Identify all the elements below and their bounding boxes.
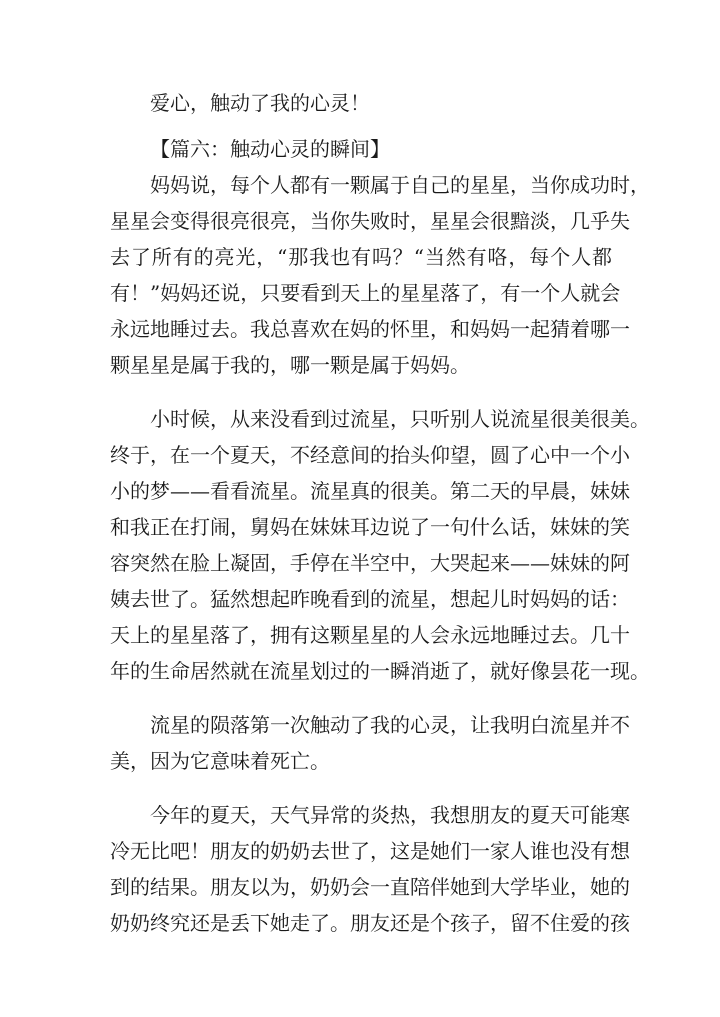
text-line: 爱心，触动了我的心灵！ bbox=[150, 91, 370, 115]
text-line: 流星的陨落第一次触动了我的心灵，让我明白流星并不 bbox=[150, 713, 630, 737]
text-line: 年的生命居然就在流星划过的一瞬消逝了，就好像昙花一现。 bbox=[110, 659, 650, 683]
text-line: 和我正在打闹，舅妈在妹妹耳边说了一句什么话，妹妹的笑 bbox=[110, 515, 630, 539]
text-line: 奶奶终究还是丢下她走了。朋友还是个孩子，留不住爱的孩 bbox=[110, 911, 630, 935]
text-line: 姨去世了。猛然想起昨晚看到的流星，想起儿时妈妈的话： bbox=[110, 587, 630, 611]
text-line: 小时候，从来没看到过流星，只听别人说流星很美很美。 bbox=[150, 407, 650, 431]
text-line: 颗星星是属于我的，哪一颗是属于妈妈。 bbox=[110, 353, 470, 377]
text-line: 有！”妈妈还说，只要看到天上的星星落了，有一个人就会 bbox=[110, 281, 621, 305]
text-line: 永远地睡过去。我总喜欢在妈的怀里，和妈妈一起猜着哪一 bbox=[110, 317, 630, 341]
text-line: 今年的夏天，天气异常的炎热，我想朋友的夏天可能寒 bbox=[150, 803, 630, 827]
text-line: 天上的星星落了，拥有这颗星星的人会永远地睡过去。几十 bbox=[110, 623, 630, 647]
text-line: 容突然在脸上凝固，手停在半空中，大哭起来——妹妹的阿 bbox=[110, 551, 630, 575]
text-line: 去了所有的亮光，“那我也有吗？“当然有咯，每个人都 bbox=[110, 245, 612, 269]
text-line: 小的梦——看看流星。流星真的很美。第二天的早晨，妹妹 bbox=[110, 479, 630, 503]
text-line: 终于，在一个夏天，不经意间的抬头仰望，圆了心中一个小 bbox=[110, 443, 630, 467]
text-line: 冷无比吧！朋友的奶奶去世了，这是她们一家人谁也没有想 bbox=[110, 839, 630, 863]
text-line: 星星会变得很亮很亮，当你失败时，星星会很黯淡，几乎失 bbox=[110, 209, 630, 233]
text-line: 美，因为它意味着死亡。 bbox=[110, 749, 330, 773]
section-heading: 【篇六：触动心灵的瞬间】 bbox=[150, 137, 390, 161]
text-line: 妈妈说，每个人都有一颗属于自己的星星，当你成功时， bbox=[150, 173, 650, 197]
text-line: 到的结果。朋友以为，奶奶会一直陪伴她到大学毕业，她的 bbox=[110, 875, 630, 899]
